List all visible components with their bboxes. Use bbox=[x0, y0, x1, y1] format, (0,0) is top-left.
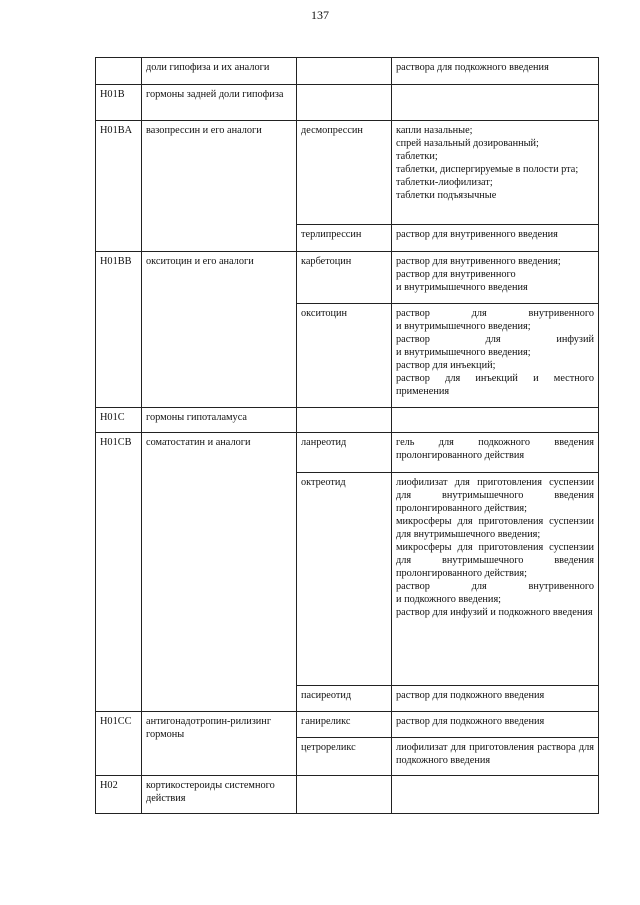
group-cell: доли гипофиза и их аналоги bbox=[142, 58, 297, 85]
drug-name-cell: пасиреотид bbox=[297, 686, 392, 712]
dosage-form-cell bbox=[392, 58, 599, 85]
drug-name-cell: десмопрессин bbox=[297, 121, 392, 225]
group-cell: кортикостероиды системного действия bbox=[142, 776, 297, 814]
group-cell: антигонадотропин-рилизинг гормоны bbox=[142, 712, 297, 776]
dosage-form-line: таблетки, диспергируемые в полости рта; bbox=[396, 164, 579, 175]
dosage-form-line: таблетки-лиофилизат; bbox=[396, 177, 493, 188]
group-cell: окситоцин и его аналоги bbox=[142, 252, 297, 408]
dosage-form-line: раствор для подкожного введения bbox=[396, 690, 545, 701]
dosage-form-cell bbox=[392, 738, 599, 776]
drug-name-cell: терлипрессин bbox=[297, 225, 392, 252]
dosage-form-line: и внутримышечного введения; bbox=[396, 347, 531, 358]
atc-code-cell: H01BA bbox=[96, 121, 142, 252]
drug-name-cell: окситоцин bbox=[297, 304, 392, 408]
drug-name-cell bbox=[297, 776, 392, 814]
dosage-form-cell bbox=[392, 85, 599, 121]
table-row bbox=[96, 121, 599, 225]
drug-name-cell: карбетоцин bbox=[297, 252, 392, 304]
dosage-form-line: лиофилизат для приготовления раствора для подкожного введения bbox=[396, 742, 594, 766]
table-row bbox=[96, 408, 599, 433]
dosage-form-line: и внутримышечного введения; bbox=[396, 321, 531, 332]
dosage-form-line: микросферы для приготовления суспензии для внутримышечного введения; bbox=[396, 516, 594, 540]
drug-name-cell bbox=[297, 408, 392, 433]
atc-code-cell: H01CB bbox=[96, 433, 142, 712]
dosage-form-line: раствор для внутривенного bbox=[396, 581, 594, 592]
dosage-form-cell bbox=[392, 776, 599, 814]
dosage-form-cell bbox=[392, 473, 599, 686]
dosage-form-line: капли назальные; bbox=[396, 125, 473, 136]
atc-code-cell: H01CC bbox=[96, 712, 142, 776]
dosage-form-line: раствора для подкожного введения bbox=[396, 62, 549, 73]
drug-name-cell: октреотид bbox=[297, 473, 392, 686]
table-row bbox=[96, 85, 599, 121]
drug-name-cell: цетрореликс bbox=[297, 738, 392, 776]
table-row bbox=[96, 776, 599, 814]
drug-name-cell: ланреотид bbox=[297, 433, 392, 473]
drug-name-cell bbox=[297, 58, 392, 85]
atc-code-cell: H01B bbox=[96, 85, 142, 121]
table-row bbox=[96, 252, 599, 304]
group-cell: гормоны гипоталамуса bbox=[142, 408, 297, 433]
dosage-form-line: спрей назальный дозированный; bbox=[396, 138, 539, 149]
drug-name-cell bbox=[297, 85, 392, 121]
dosage-form-line: раствор для внутривенного введения; bbox=[396, 256, 561, 267]
dosage-form-line: и подкожного введения; bbox=[396, 594, 502, 605]
dosage-form-line: раствор для инфузий bbox=[396, 334, 594, 345]
dosage-form-cell bbox=[392, 304, 599, 408]
dosage-form-line: и внутримышечного введения bbox=[396, 282, 528, 293]
group-cell: соматостатин и аналоги bbox=[142, 433, 297, 712]
dosage-form-line: раствор для внутривенного bbox=[396, 308, 594, 319]
atc-code-cell bbox=[96, 58, 142, 85]
dosage-form-line: раствор для внутривенного введения bbox=[396, 229, 558, 240]
dosage-form-line: раствор для подкожного введения bbox=[396, 716, 545, 727]
dosage-form-cell bbox=[392, 121, 599, 225]
dosage-form-cell bbox=[392, 712, 599, 738]
table-row bbox=[96, 58, 599, 85]
dosage-form-cell bbox=[392, 252, 599, 304]
dosage-form-cell bbox=[392, 686, 599, 712]
dosage-form-cell bbox=[392, 433, 599, 473]
drug-table bbox=[95, 57, 599, 814]
dosage-form-line: таблетки; bbox=[396, 151, 438, 162]
dosage-form-line: лиофилизат для приготовления суспензии для внутримышечного введения пролонгированного действия; bbox=[396, 477, 594, 514]
table-row bbox=[96, 433, 599, 473]
atc-code-cell: H01BB bbox=[96, 252, 142, 408]
dosage-form-line: раствор для внутривенного bbox=[396, 269, 516, 280]
dosage-form-line: микросферы для приготовления суспензии для внутримышечного введения пролонгированного действия; bbox=[396, 542, 594, 579]
page-number: 137 bbox=[311, 8, 329, 22]
atc-code-cell: H02 bbox=[96, 776, 142, 814]
dosage-form-line: гель для подкожного введения пролонгированного действия bbox=[396, 437, 594, 461]
dosage-form-line: таблетки подъязычные bbox=[396, 190, 497, 201]
dosage-form-cell bbox=[392, 225, 599, 252]
drug-name-cell: ганиреликс bbox=[297, 712, 392, 738]
dosage-form-cell bbox=[392, 408, 599, 433]
atc-code-cell: H01C bbox=[96, 408, 142, 433]
group-cell: вазопрессин и его аналоги bbox=[142, 121, 297, 252]
dosage-form-line: раствор для инъекций; bbox=[396, 360, 496, 371]
dosage-form-line: раствор для инъекций и местного применения bbox=[396, 373, 594, 397]
table-row bbox=[96, 712, 599, 738]
group-cell: гормоны задней доли гипофиза bbox=[142, 85, 297, 121]
dosage-form-line: раствор для инфузий и подкожного введения bbox=[396, 607, 593, 618]
